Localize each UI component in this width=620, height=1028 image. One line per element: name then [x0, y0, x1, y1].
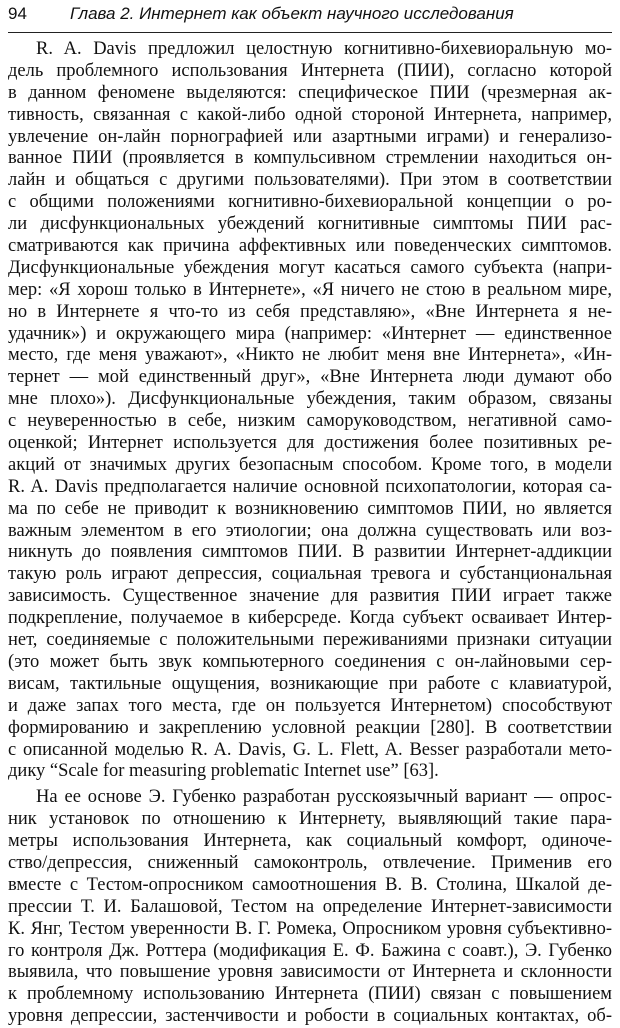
- text-line: тернет — мой единственный друг», «Вне Интернета люди думают обо: [8, 367, 612, 388]
- text-line: (это может быть звук компьютерного соединения с он-лайновыми сер-: [8, 651, 612, 672]
- text-line: с общими положениями когнитивно-бихевиоральной концепции о ро-: [8, 192, 612, 213]
- text-line: дику “Scale for measuring problematic Internet use” [63].: [8, 761, 439, 782]
- text-line: го контроля Дж. Роттера (модификация Е. Ф. Бажина с соавт.), Э. Губенко: [8, 940, 612, 961]
- text-line: место, где меня уважают», «Никто не любит меня вне Интернета», «Ин-: [8, 345, 612, 366]
- text-line: уровня депрессии, застенчивости и робости в социальных контактах, об-: [8, 1006, 612, 1027]
- running-head: [8, 2, 612, 33]
- paragraph: [8, 39, 612, 783]
- text-line: формированию и закреплению условной реакции [280]. В соответствии: [8, 717, 612, 738]
- text-line: сматриваются как причина аффективных или поведенческих симптомов.: [8, 236, 612, 257]
- text-line: подкрепление, получаемое в киберсреде. Когда субъект осваивает Интер-: [8, 608, 612, 629]
- text-line: нет, соединяемые с положительными переживаниями признаки ситуации: [8, 630, 612, 651]
- text-line: выявила, что повышение уровня зависимости от Интернета и склонности: [8, 962, 612, 983]
- text-line: никнуть до появления симптомов ПИИ. В развитии Интернет-аддикции: [8, 542, 612, 563]
- text-line: дель проблемного использования Интернета (ПИИ), согласно которой: [8, 60, 612, 81]
- text-line: висам, тактильные ощущения, возникающие при работе с клавиатурой,: [8, 673, 612, 694]
- body-text: [8, 39, 612, 1028]
- text-line: лайн и общаться с другими пользователями). При этом в соответствии: [8, 170, 612, 191]
- chapter-title: Глава 2. Интернет как объект научного исследования: [70, 4, 514, 23]
- text-line: и даже запах того места, где он пользуется Интернетом) способствуют: [8, 695, 612, 716]
- text-line: такую роль играют депрессия, социальная тревога и субстанциональная: [8, 564, 612, 585]
- text-line: зависимость. Существенное значение для развития ПИИ играет также: [8, 586, 612, 607]
- text-line: с описанной моделью R. A. Davis, G. L. Flett, A. Besser разработали мето-: [8, 739, 612, 760]
- text-line: акций от значимых других безопасным способом. Кроме того, в модели: [8, 454, 612, 475]
- text-line: На ее основе Э. Губенко разработан русскоязычный вариант — опрос-: [36, 787, 612, 808]
- text-line: вместе с Тестом-опросником самоотношения В. В. Столина, Шкалой де-: [8, 874, 612, 895]
- text-line: к проблемному использованию Интернета (ПИИ) связан с повышением: [8, 984, 612, 1005]
- text-line: R. A. Davis предполагается наличие основной психопатологии, которая са-: [8, 476, 612, 497]
- text-line: с неуверенностью в себе, низким саморуководством, негативной само-: [8, 411, 612, 432]
- text-line: тивность, связанная с какой-либо одной стороной Интернета, например,: [8, 104, 612, 125]
- text-line: К. Янг, Тестом уверенности В. Г. Ромека, Опросником уровня субъективно-: [8, 918, 612, 939]
- paragraph: [8, 787, 612, 1028]
- text-line: ма по себе не приводит к возникновению симптомов ПИИ, но является: [8, 498, 612, 519]
- text-line: ник установок по отношению к Интернету, выявляющий такие пара-: [8, 809, 612, 830]
- text-line: прессии Т. И. Балашовой, Тестом на определение Интернет-зависимости: [8, 896, 612, 917]
- text-line: мне плохо»). Дисфункциональные убеждения, таким образом, связаны: [8, 389, 612, 410]
- text-line: Дисфункциональные убеждения могут касаться самого субъекта (напри-: [8, 257, 612, 278]
- text-line: важным элементом в его этиологии; она должна существовать или воз-: [8, 520, 612, 541]
- text-line: ство/депрессия, сниженный самоконтроль, отвлечение. Применив его: [8, 852, 612, 873]
- text-line: оценкой; Интернет используется для достижения более позитивных ре-: [8, 433, 612, 454]
- text-line: ли дисфункциональных убеждений когнитивные симптомы ПИИ рас-: [8, 214, 612, 235]
- page-number: 94: [8, 4, 27, 23]
- text-line: мер: «Я хорош только в Интернете», «Я ничего не стою в реальном мире,: [8, 279, 612, 300]
- text-line: R. A. Davis предложил целостную когнитивно-бихевиоральную мо-: [36, 39, 612, 59]
- text-line: метры использования Интернета, как социальный комфорт, одиноче-: [8, 831, 612, 852]
- text-line: ванное ПИИ (проявляется в компульсивном стремлении находиться он-: [8, 148, 612, 169]
- text-line: в данном феномене выделяются: специфическое ПИИ (чрезмерная ак-: [8, 82, 612, 103]
- text-line: но в Интернете я что-то из себя представляю», «Вне Интернета я не-: [8, 301, 612, 322]
- text-line: увлечение он-лайн порнографией или азартными играми) и генерализо-: [8, 126, 612, 147]
- text-line: удачник») и окружающего мира (например: «Интернет — единственное: [8, 323, 612, 344]
